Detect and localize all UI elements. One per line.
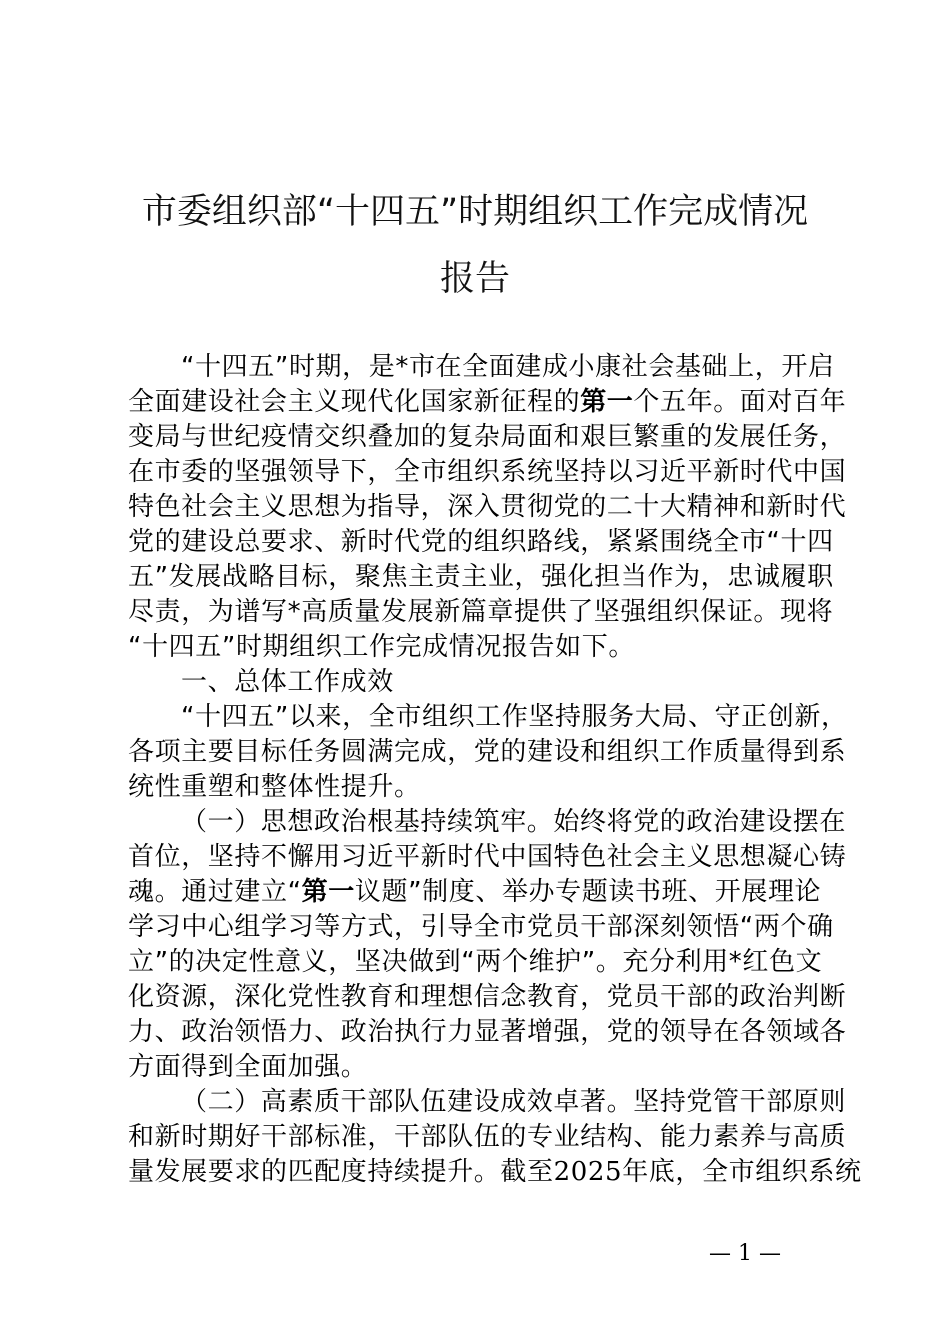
body-line: “十四五”以来，全市组织工作坚持服务大局、守正创新，	[181, 702, 848, 732]
body-line: 统性重塑和整体性提升。	[128, 772, 421, 802]
document-title-line-1: 市委组织部“十四五”时期组织工作完成情况	[141, 192, 809, 232]
body-line: 在市委的坚强领导下，全市组织系统坚持以习近平新时代中国	[128, 457, 847, 487]
body-line: 化资源，深化党性教育和理想信念教育，党员干部的政治判断	[128, 982, 847, 1012]
body-line: 首位，坚持不懈用习近平新时代中国特色社会主义思想凝心铸	[128, 842, 847, 872]
section-heading: 一、总体工作成效	[181, 667, 394, 697]
body-line: 变局与世纪疫情交织叠加的复杂局面和艰巨繁重的发展任务，	[128, 422, 847, 452]
emphasis-text: 第一	[580, 387, 634, 417]
body-line: 量发展要求的匹配度持续提升。截至2025年底，全市组织系统	[128, 1157, 862, 1187]
body-line: 尽责，为谱写*高质量发展新篇章提供了坚强组织保证。现将	[128, 597, 834, 627]
body-line: 特色社会主义思想为指导，深入贯彻党的二十大精神和新时代	[128, 492, 847, 522]
body-line: 和新时期好干部标准，干部队伍的专业结构、能力素养与高质	[128, 1122, 847, 1152]
body-line: 学习中心组学习等方式，引导全市党员干部深刻领悟“两个确	[128, 912, 834, 942]
body-line: “十四五”时期，是*市在全面建成小康社会基础上，开启	[181, 352, 835, 382]
body-line: 五”发展战略目标，聚焦主责主业，强化担当作为，忠诚履职	[128, 562, 834, 592]
body-line: （一）思想政治根基持续筑牢。始终将党的政治建设摆在	[181, 807, 847, 837]
page-number: — 1 —	[709, 1241, 781, 1266]
body-line: 立”的决定性意义，坚决做到“两个维护”。充分利用*红色文	[128, 947, 823, 977]
body-line: 魂。通过建立“第一议题”制度、举办专题读书班、开展理论	[128, 877, 822, 907]
document-title-line-2: 报告	[439, 259, 510, 299]
emphasis-text: 第一	[301, 877, 355, 907]
body-line: 力、政治领悟力、政治执行力显著增强，党的领导在各领域各	[128, 1017, 847, 1047]
body-line: “十四五”时期组织工作完成情况报告如下。	[128, 632, 635, 662]
body-line: 全面建设社会主义现代化国家新征程的第一个五年。面对百年	[128, 387, 847, 417]
year-number: 2025	[553, 1157, 623, 1187]
body-line: （二）高素质干部队伍建设成效卓著。坚持党管干部原则	[181, 1087, 847, 1117]
body-line: 方面得到全面加强。	[128, 1052, 368, 1082]
body-line: 各项主要目标任务圆满完成，党的建设和组织工作质量得到系	[128, 737, 847, 767]
body-line: 党的建设总要求、新时代党的组织路线，紧紧围绕全市“十四	[128, 527, 834, 557]
